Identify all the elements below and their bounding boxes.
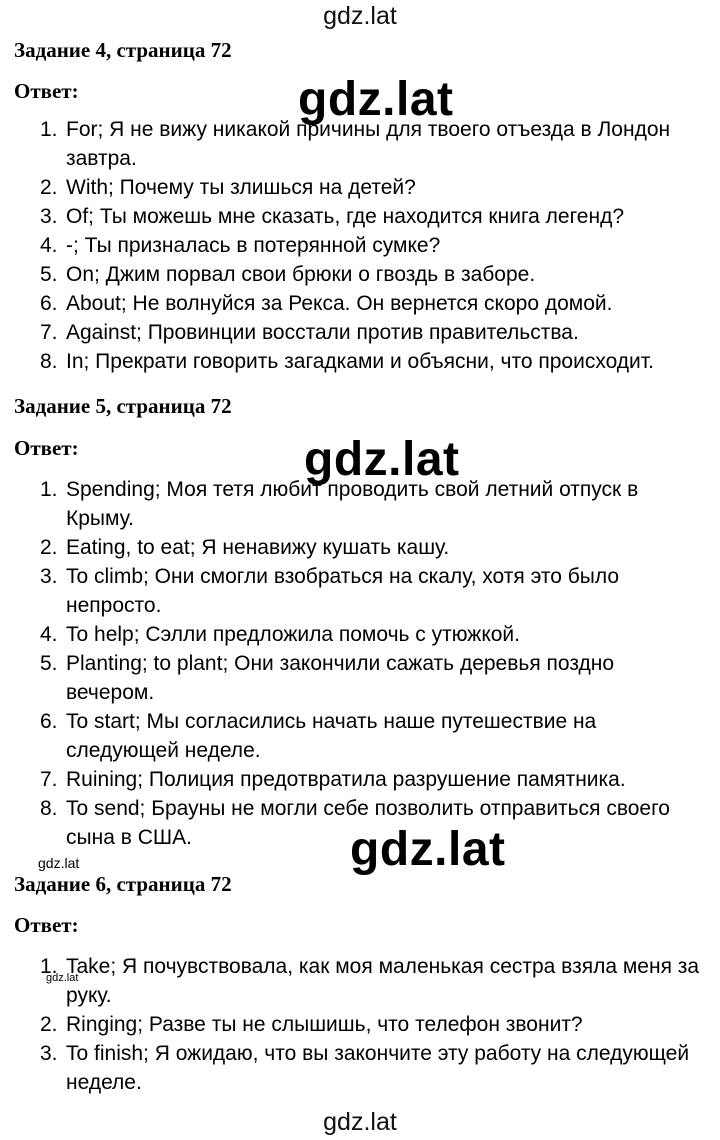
item-text: To climb; Они смогли взобраться на скалу, хотя это было непросто.	[66, 565, 620, 617]
item-number: 4.	[40, 234, 58, 257]
item-number: 3.	[40, 565, 58, 588]
watermark-small: gdz.lat	[38, 855, 80, 871]
item-text: Eating, to eat; Я ненавижу кушать кашу.	[66, 536, 450, 559]
item-text: To help; Сэлли предложила помочь с утюжкой.	[66, 623, 520, 646]
item-number: 3.	[40, 205, 58, 228]
watermark-small: gdz.lat	[46, 972, 79, 984]
item-text: With; Почему ты злишься на детей?	[66, 176, 416, 199]
watermark-large: gdz.lat	[350, 823, 506, 876]
list-item	[0, 533, 706, 562]
item-text: Planting; to plant; Они закончили сажать деревья поздно вечером.	[66, 652, 615, 704]
list-item	[0, 562, 706, 620]
list-item	[0, 952, 706, 1010]
list-item	[0, 202, 706, 231]
item-text: Take; Я почувствовала, как моя маленькая сестра взяла меня за руку.	[66, 955, 700, 1007]
item-number: 6.	[40, 292, 58, 315]
item-number: 6.	[40, 710, 58, 733]
item-text: In; Прекрати говорить загадками и объясни, что происходит.	[66, 350, 654, 373]
list-item	[0, 1010, 706, 1039]
list-item	[0, 765, 706, 794]
item-text: To finish; Я ожидаю, что вы закончите эту работу на следующей неделе.	[66, 1042, 690, 1094]
item-text: About; Не волнуйся за Рекса. Он вернется скоро домой.	[66, 292, 613, 315]
answer-list	[0, 952, 706, 1097]
item-text: Ringing; Разве ты не слышишь, что телефон звонит?	[66, 1013, 583, 1036]
item-number: 2.	[40, 1013, 58, 1036]
item-number: 2.	[40, 536, 58, 559]
answer-label: Ответ:	[14, 913, 79, 937]
answer-list	[0, 115, 706, 376]
item-number: 8.	[40, 350, 58, 373]
list-item	[0, 289, 706, 318]
item-text: Of; Ты можешь мне сказать, где находится книга легенд?	[66, 205, 624, 228]
list-item	[0, 231, 706, 260]
section-heading: Задание 5, страница 72	[14, 394, 232, 418]
item-number: 7.	[40, 768, 58, 791]
item-text: For; Я не вижу никакой причины для твоего отъезда в Лондон завтра.	[66, 118, 671, 170]
section-heading: Задание 4, страница 72	[14, 38, 232, 62]
answer-list	[0, 475, 706, 852]
watermark-large: gdz.lat	[298, 73, 454, 126]
watermark-bottom: gdz.lat	[323, 1108, 397, 1136]
item-text: -; Ты призналась в потерянной сумке?	[66, 234, 441, 257]
list-item	[0, 347, 706, 376]
section-heading: Задание 6, страница 72	[14, 872, 232, 896]
list-item	[0, 707, 706, 765]
answer-label: Ответ:	[14, 436, 79, 460]
item-text: Ruining; Полиция предотвратила разрушение памятника.	[66, 768, 626, 791]
list-item	[0, 318, 706, 347]
item-text: To start; Мы согласились начать наше путешествие на следующей неделе.	[66, 710, 597, 762]
item-text: To send; Брауны не могли себе позволить отправиться своего сына в США.	[66, 797, 670, 849]
item-text: Against; Провинции восстали против правительства.	[66, 321, 579, 344]
item-text: Spending; Моя тетя любит проводить свой летний отпуск в Крыму.	[66, 478, 639, 530]
list-item	[0, 260, 706, 289]
list-item	[0, 1039, 706, 1097]
list-item	[0, 649, 706, 707]
item-number: 1.	[40, 478, 58, 501]
item-number: 1.	[40, 955, 58, 978]
answer-label: Ответ:	[14, 79, 79, 103]
item-number: 5.	[40, 652, 58, 675]
item-number: 3.	[40, 1042, 58, 1065]
watermark-top: gdz.lat	[323, 2, 397, 30]
item-number: 7.	[40, 321, 58, 344]
list-item	[0, 173, 706, 202]
item-number: 1.	[40, 118, 58, 141]
item-number: 4.	[40, 623, 58, 646]
item-number: 2.	[40, 176, 58, 199]
list-item	[0, 620, 706, 649]
watermark-large: gdz.lat	[304, 433, 460, 486]
item-text: On; Джим порвал свои брюки о гвоздь в заборе.	[66, 263, 536, 286]
item-number: 8.	[40, 797, 58, 820]
item-number: 5.	[40, 263, 58, 286]
